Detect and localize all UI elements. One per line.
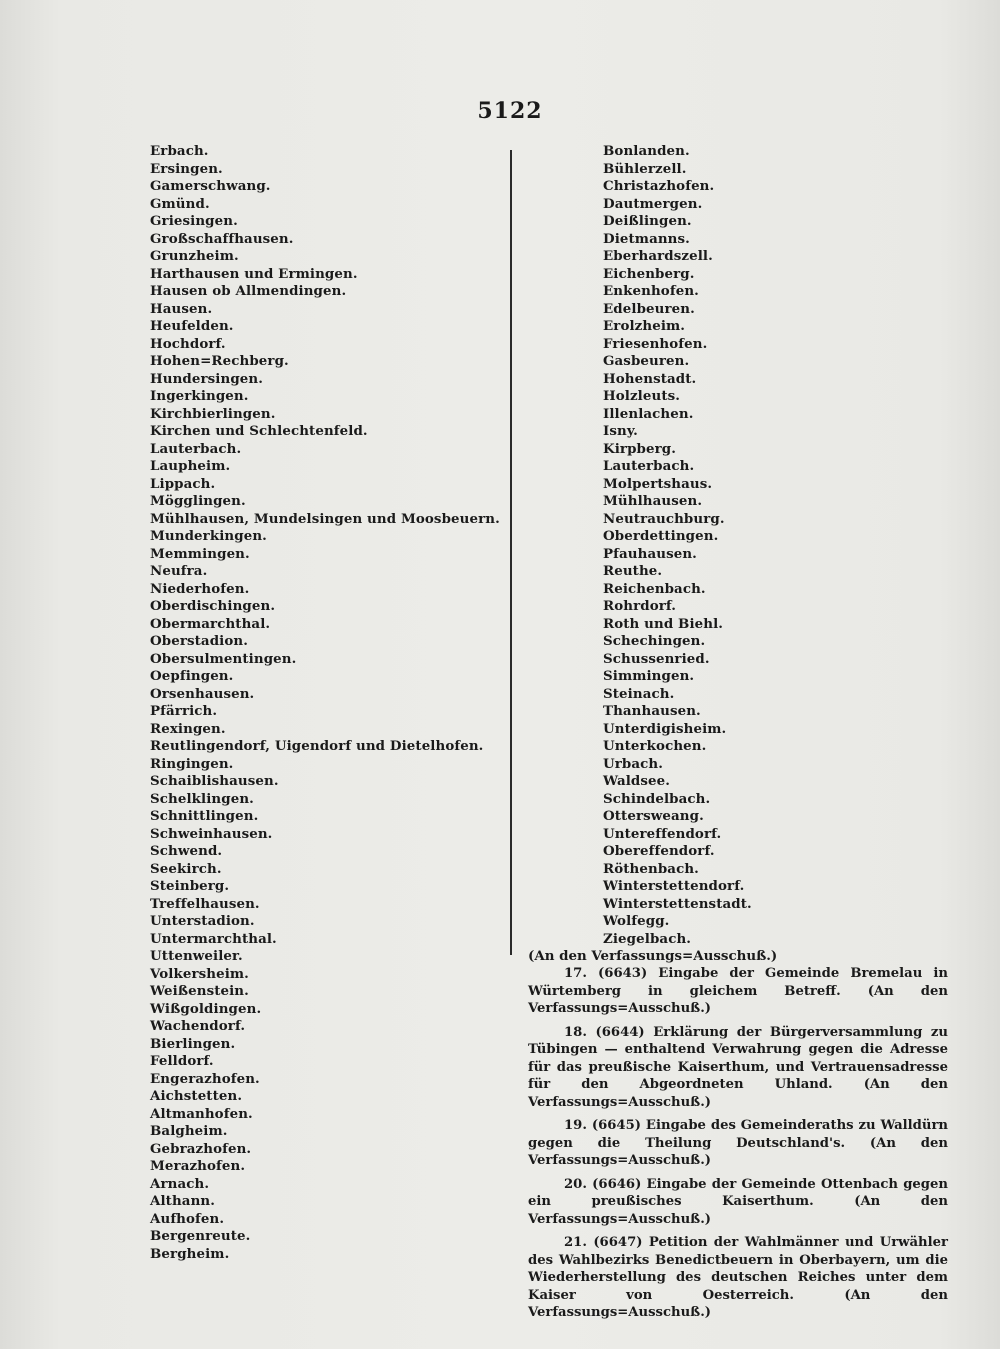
petition-entry [528, 1117, 948, 1170]
committee-note: (An den Verfassungs=Ausschuß.) [528, 948, 778, 964]
list-item: Aufhofen. [150, 1210, 225, 1227]
list-item: Winterstettenstadt. [603, 895, 752, 912]
list-item: Arnach. [150, 1175, 210, 1192]
page-number: 5122 [477, 98, 543, 124]
list-item: Christazhofen. [603, 178, 715, 194]
petition-text: Eingabe der Gemeinde Bremelau in Würtemberg in gleichem Betreff. (An den Verfassungs=Ausschuß.) [528, 966, 948, 1016]
list-item: Deißlingen. [603, 213, 692, 229]
list-item: Röthenbach. [603, 860, 699, 877]
petition-entry [528, 1234, 948, 1322]
list-item: Kirpberg. [603, 440, 677, 457]
list-item: Uttenweiler. [150, 948, 243, 964]
list-item: Eberhardszell. [603, 248, 713, 264]
list-item: Gmünd. [150, 195, 210, 212]
list-item: Ringingen. [150, 755, 234, 772]
list-item: Hochdorf. [150, 335, 226, 352]
list-item: Weißenstein. [150, 983, 249, 999]
list-item: Schweinhausen. [150, 825, 273, 842]
list-item: Felldorf. [150, 1053, 214, 1069]
list-item: Grunzheim. [150, 248, 239, 264]
list-item: Thanhausen. [603, 703, 701, 719]
list-item: Untermarchthal. [150, 930, 277, 947]
right-column [528, 143, 958, 966]
list-item: Althann. [150, 1193, 216, 1209]
left-column [150, 143, 500, 1263]
list-item: Treffelhausen. [150, 895, 260, 912]
list-item: Obermarchthal. [150, 615, 271, 632]
list-item: Winterstettendorf. [603, 878, 745, 894]
list-item: Roth und Biehl. [603, 615, 724, 632]
list-item: Erbach. [150, 143, 209, 159]
list-item: Lauterbach. [150, 440, 242, 457]
list-item: Enkenhofen. [603, 283, 699, 299]
list-item: Friesenhofen. [603, 335, 708, 352]
petition-text: Petition der Wahlmänner und Urwähler des Wahlbezirks Benedictbeuern in Oberbayern, um die Wiederherstellung des deutschen Reiches unter dem Kaiser von Oesterreich. (An den Verfassungs=Ausschuß.) [528, 1235, 948, 1320]
list-item: Rohrdorf. [603, 598, 677, 614]
list-item: Bühlerzell. [603, 160, 687, 177]
list-item: Waldsee. [603, 773, 671, 789]
list-item: Wißgoldingen. [150, 1000, 262, 1017]
list-item: Hausen. [150, 300, 213, 317]
list-item: Oberdischingen. [150, 598, 276, 614]
list-item: Schnittlingen. [150, 808, 259, 824]
list-item: Obereffendorf. [603, 843, 715, 859]
list-item: Dautmergen. [603, 195, 703, 212]
list-item: Pfauhausen. [603, 545, 697, 562]
list-item: Schelklingen. [150, 790, 254, 807]
list-item: Molpertshaus. [603, 475, 713, 492]
list-item: Reuthe. [603, 563, 663, 579]
list-item: Aichstetten. [150, 1088, 243, 1104]
list-item: Eichenberg. [603, 265, 695, 282]
list-item: Gamerschwang. [150, 178, 271, 194]
list-item: Steinberg. [150, 878, 230, 894]
list-item: Untereffendorf. [603, 825, 722, 842]
petition-entry [528, 1024, 948, 1112]
petitions-list [528, 965, 948, 1328]
list-item: Oberstadion. [150, 633, 248, 649]
list-item: Mühlhausen, Mundelsingen und Moosbeuern. [150, 510, 500, 527]
list-item: Isny. [603, 423, 638, 439]
petition-number: 20. (6646) [564, 1176, 642, 1192]
list-item: Memmingen. [150, 545, 250, 562]
list-item: Schwend. [150, 843, 223, 859]
list-item: Lippach. [150, 475, 216, 492]
list-item: Volkersheim. [150, 965, 249, 982]
list-item: Neufra. [150, 563, 208, 579]
list-item: Unterkochen. [603, 738, 707, 754]
list-item: Schaiblishausen. [150, 773, 279, 789]
petition-text: Erklärung der Bürgerversammlung zu Tübingen — enthaltend Verwahrung gegen die Adresse für das preußische Kaiserthum, und Vertrauensadresse für den Abgeordneten Uhland. (An den Verfassungs=Ausschuß.) [528, 1024, 949, 1110]
petition-entry [528, 965, 948, 1018]
list-item: Unterstadion. [150, 913, 255, 929]
list-item: Holzleuts. [603, 388, 681, 404]
list-item: Edelbeuren. [603, 300, 695, 317]
list-item: Neutrauchburg. [603, 510, 725, 527]
list-item: Bierlingen. [150, 1035, 236, 1052]
petition-number: 21. (6647) [564, 1235, 643, 1250]
petition-number: 19. (6645) [564, 1118, 642, 1133]
list-item: Simmingen. [603, 668, 695, 684]
list-item: Schindelbach. [603, 790, 711, 807]
list-item: Gasbeuren. [603, 353, 690, 369]
list-item: Orsenhausen. [150, 685, 255, 702]
petition-number: 18. (6644) [564, 1024, 645, 1040]
list-item: Unterdigisheim. [603, 720, 727, 737]
list-item: Wachendorf. [150, 1018, 246, 1034]
list-item: Hohenstadt. [603, 370, 697, 387]
list-item: Ingerkingen. [150, 388, 249, 404]
list-item: Steinach. [603, 685, 675, 702]
right-place-list [598, 143, 958, 948]
list-item: Mühlhausen. [603, 493, 703, 509]
list-item: Urbach. [603, 755, 664, 772]
list-item: Mögglingen. [150, 493, 246, 509]
list-item: Erolzheim. [603, 318, 686, 334]
list-item: Illenlachen. [603, 405, 694, 422]
left-place-list [150, 143, 500, 1263]
list-item: Altmanhofen. [150, 1105, 253, 1122]
list-item: Schechingen. [603, 633, 706, 649]
list-item: Reichenbach. [603, 580, 706, 597]
list-item: Ersingen. [150, 160, 223, 177]
list-item: Hundersingen. [150, 370, 264, 387]
list-item: Seekirch. [150, 860, 222, 877]
petition-text: Eingabe der Gemeinde Ottenbach gegen ein preußisches Kaiserthum. (An den Verfassungs=Ausschuß.) [528, 1176, 949, 1227]
list-item: Bergenreute. [150, 1228, 251, 1244]
list-item: Ottersweang. [603, 808, 704, 824]
list-item: Ziegelbach. [603, 930, 692, 947]
list-item: Kirchen und Schlechtenfeld. [150, 423, 368, 439]
petition-text: Eingabe des Gemeinderaths zu Walldürn gegen die Theilung Deutschland's. (An den Verfassungs=Ausschuß.) [528, 1118, 949, 1168]
list-item: Obersulmentingen. [150, 650, 297, 667]
list-item: Bergheim. [150, 1245, 230, 1262]
petition-number: 17. (6643) [564, 966, 648, 981]
list-item: Hohen=Rechberg. [150, 353, 289, 369]
list-item: Balgheim. [150, 1123, 228, 1139]
list-item: Bonlanden. [603, 143, 690, 159]
list-item: Dietmanns. [603, 230, 690, 247]
list-item: Gebrazhofen. [150, 1140, 252, 1157]
column-divider [510, 150, 512, 955]
list-item: Großschaffhausen. [150, 230, 294, 247]
list-item: Reutlingendorf, Uigendorf und Dietelhofen. [150, 738, 484, 754]
petition-entry [528, 1176, 948, 1229]
list-item: Griesingen. [150, 213, 238, 229]
list-item: Merazhofen. [150, 1158, 246, 1174]
list-item: Harthausen und Ermingen. [150, 265, 358, 282]
list-item: Heufelden. [150, 318, 234, 334]
list-item: Kirchbierlingen. [150, 405, 276, 422]
list-item: Schussenried. [603, 650, 710, 667]
list-item: Munderkingen. [150, 528, 267, 544]
list-item: Oepfingen. [150, 668, 234, 684]
list-item: Pfärrich. [150, 703, 218, 719]
list-item: Wolfegg. [603, 913, 670, 929]
list-item: Laupheim. [150, 458, 231, 474]
list-item: Hausen ob Allmendingen. [150, 283, 347, 299]
list-item: Rexingen. [150, 720, 226, 737]
list-item: Lauterbach. [603, 458, 695, 474]
list-item: Oberdettingen. [603, 528, 719, 544]
list-item: Niederhofen. [150, 580, 250, 597]
list-item: Engerazhofen. [150, 1070, 260, 1087]
